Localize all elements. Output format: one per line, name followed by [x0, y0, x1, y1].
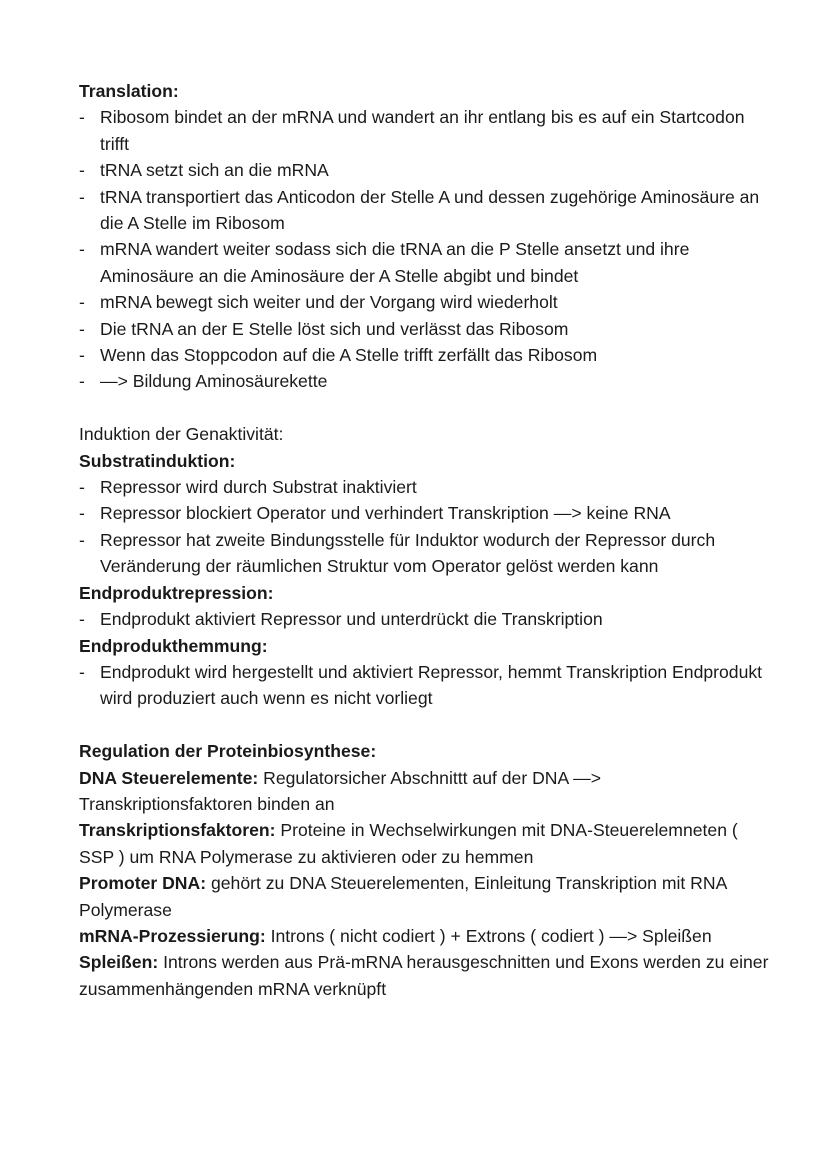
dash-bullet: - [79, 318, 85, 339]
list-item: - Endprodukt aktiviert Repressor und unterdrückt die Transkription [79, 606, 769, 632]
substratinduktion-list [79, 474, 769, 580]
list-item: - Repressor blockiert Operator und verhindert Transkription —> keine RNA [79, 500, 769, 526]
list-item: - Wenn das Stoppcodon auf die A Stelle trifft zerfällt das Ribosom [79, 342, 769, 368]
dash-bullet: - [79, 186, 85, 207]
dash-bullet: - [79, 160, 85, 181]
list-item: - —> Bildung Aminosäurekette [79, 368, 769, 394]
definition-spleissen: Spleißen: Introns werden aus Prä-mRNA herausgeschnitten und Exons werden zu einer zusammenhängenden mRNA verknüpft [79, 952, 769, 999]
list-item: - mRNA bewegt sich weiter und der Vorgang wird wiederholt [79, 289, 769, 315]
list-item: - Repressor wird durch Substrat inaktiviert [79, 474, 769, 500]
endprodukthemmung-heading: Endprodukthemmung: [79, 635, 268, 656]
list-item: - Ribosom bindet an der mRNA und wandert an ihr entlang bis es auf ein Startcodon trifft [79, 104, 769, 157]
endproduktrepression-heading: Endproduktrepression: [79, 582, 274, 603]
list-item: - Die tRNA an der E Stelle löst sich und verlässt das Ribosom [79, 316, 769, 342]
section-spacer [79, 395, 769, 421]
definition-promoter-dna: Promoter DNA: gehört zu DNA Steuerelementen, Einleitung Transkription mit RNA Polymerase [79, 873, 727, 920]
dash-bullet: - [79, 661, 85, 682]
definition-dna-steuerelemente: DNA Steuerelemente: Regulatorsicher Abschnittt auf der DNA —> Transkriptionsfaktoren binden an [79, 767, 602, 814]
list-item: - Repressor hat zweite Bindungsstelle für Induktor wodurch der Repressor durch Veränderung der räumlichen Struktur vom Operator gelöst werden kann [79, 527, 769, 580]
translation-heading: Translation: [79, 81, 179, 101]
dash-bullet: - [79, 239, 85, 260]
definition-mrna-prozessierung: mRNA-Prozessierung: Introns ( nicht codiert ) + Extrons ( codiert ) —> Spleißen [79, 925, 712, 946]
dash-bullet: - [79, 609, 85, 630]
dash-bullet: - [79, 345, 85, 366]
translation-list [79, 104, 769, 394]
document-page [79, 78, 769, 1002]
section-spacer [79, 712, 769, 738]
dash-bullet: - [79, 292, 85, 313]
dash-bullet: - [79, 371, 85, 392]
list-item: - Endprodukt wird hergestellt und aktiviert Repressor, hemmt Transkription Endprodukt wird produziert auch wenn es nicht vorliegt [79, 659, 769, 712]
induktion-heading: Induktion der Genaktivität: [79, 424, 284, 445]
definition-transkriptionsfaktoren: Transkriptionsfaktoren: Proteine in Wechselwirkungen mit DNA-Steuerelemneten ( SSP ) um RNA Polymerase zu aktivieren oder zu hemmen [79, 820, 738, 867]
list-item: - mRNA wandert weiter sodass sich die tRNA an die P Stelle ansetzt und ihre Aminosäure an die Aminosäure der A Stelle abgibt und bindet [79, 236, 769, 289]
dash-bullet: - [79, 529, 85, 550]
regulation-heading: Regulation der Proteinbiosynthese: [79, 741, 377, 762]
dash-bullet: - [79, 107, 85, 128]
endproduktrepression-list [79, 606, 769, 632]
substratinduktion-heading: Substratinduktion: [79, 450, 236, 471]
list-item: - tRNA setzt sich an die mRNA [79, 157, 769, 183]
endprodukthemmung-list [79, 659, 769, 712]
dash-bullet: - [79, 503, 85, 524]
dash-bullet: - [79, 477, 85, 498]
list-item: - tRNA transportiert das Anticodon der Stelle A und dessen zugehörige Aminosäure an die A Stelle im Ribosom [79, 184, 769, 237]
